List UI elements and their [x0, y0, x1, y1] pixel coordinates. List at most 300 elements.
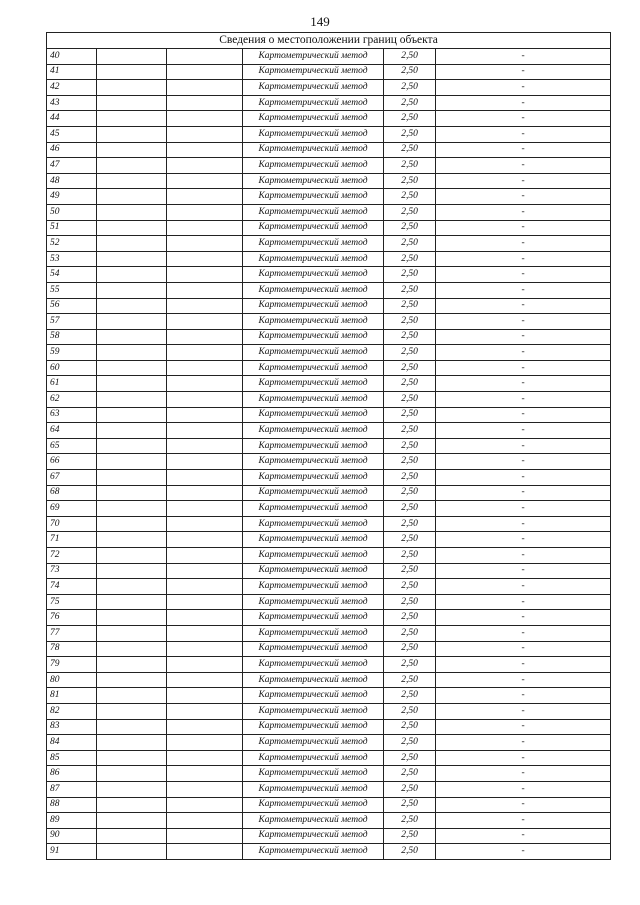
table-row [47, 80, 611, 96]
note-cell: - [436, 438, 611, 454]
y-coordinate-cell [167, 828, 243, 844]
note-cell: - [436, 454, 611, 470]
note-cell: - [436, 657, 611, 673]
accuracy-cell: 2,50 [384, 470, 436, 486]
point-number-cell: 51 [47, 220, 97, 236]
y-coordinate-cell [167, 267, 243, 283]
table-row [47, 49, 611, 65]
note-cell: - [436, 703, 611, 719]
table-row [47, 204, 611, 220]
method-cell: Картометрический метод [243, 516, 384, 532]
accuracy-cell: 2,50 [384, 657, 436, 673]
method-cell: Картометрический метод [243, 438, 384, 454]
x-coordinate-cell [97, 594, 167, 610]
table-row [47, 64, 611, 80]
point-number-cell: 40 [47, 49, 97, 65]
point-number-cell: 76 [47, 610, 97, 626]
note-cell: - [436, 625, 611, 641]
table-row [47, 376, 611, 392]
y-coordinate-cell [167, 594, 243, 610]
y-coordinate-cell [167, 360, 243, 376]
method-cell: Картометрический метод [243, 625, 384, 641]
accuracy-cell: 2,50 [384, 251, 436, 267]
note-cell: - [436, 142, 611, 158]
point-number-cell: 85 [47, 750, 97, 766]
point-number-cell: 87 [47, 781, 97, 797]
point-number-cell: 65 [47, 438, 97, 454]
y-coordinate-cell [167, 423, 243, 439]
method-cell: Картометрический метод [243, 142, 384, 158]
method-cell: Картометрический метод [243, 797, 384, 813]
method-cell: Картометрический метод [243, 329, 384, 345]
accuracy-cell: 2,50 [384, 750, 436, 766]
y-coordinate-cell [167, 220, 243, 236]
table-row [47, 126, 611, 142]
point-number-cell: 83 [47, 719, 97, 735]
accuracy-cell: 2,50 [384, 220, 436, 236]
note-cell: - [436, 392, 611, 408]
y-coordinate-cell [167, 314, 243, 330]
table-row [47, 766, 611, 782]
method-cell: Картометрический метод [243, 703, 384, 719]
x-coordinate-cell [97, 735, 167, 751]
y-coordinate-cell [167, 345, 243, 361]
method-cell: Картометрический метод [243, 126, 384, 142]
note-cell: - [436, 189, 611, 205]
x-coordinate-cell [97, 204, 167, 220]
accuracy-cell: 2,50 [384, 298, 436, 314]
point-number-cell: 57 [47, 314, 97, 330]
note-cell: - [436, 236, 611, 252]
method-cell: Картометрический метод [243, 828, 384, 844]
table-row [47, 173, 611, 189]
point-number-cell: 43 [47, 95, 97, 111]
point-number-cell: 70 [47, 516, 97, 532]
point-number-cell: 58 [47, 329, 97, 345]
note-cell: - [436, 532, 611, 548]
point-number-cell: 44 [47, 111, 97, 127]
accuracy-cell: 2,50 [384, 641, 436, 657]
table-row [47, 220, 611, 236]
x-coordinate-cell [97, 672, 167, 688]
table-row [47, 594, 611, 610]
y-coordinate-cell [167, 407, 243, 423]
point-number-cell: 74 [47, 579, 97, 595]
accuracy-cell: 2,50 [384, 703, 436, 719]
accuracy-cell: 2,50 [384, 548, 436, 564]
note-cell: - [436, 220, 611, 236]
x-coordinate-cell [97, 688, 167, 704]
y-coordinate-cell [167, 548, 243, 564]
x-coordinate-cell [97, 813, 167, 829]
table-row [47, 423, 611, 439]
note-cell: - [436, 719, 611, 735]
method-cell: Картометрический метод [243, 844, 384, 860]
x-coordinate-cell [97, 657, 167, 673]
x-coordinate-cell [97, 298, 167, 314]
accuracy-cell: 2,50 [384, 563, 436, 579]
table-row [47, 688, 611, 704]
table-row [47, 657, 611, 673]
table-row [47, 236, 611, 252]
note-cell: - [436, 360, 611, 376]
method-cell: Картометрический метод [243, 204, 384, 220]
table-row [47, 470, 611, 486]
note-cell: - [436, 95, 611, 111]
table-row [47, 158, 611, 174]
method-cell: Картометрический метод [243, 532, 384, 548]
y-coordinate-cell [167, 298, 243, 314]
y-coordinate-cell [167, 641, 243, 657]
point-number-cell: 56 [47, 298, 97, 314]
point-number-cell: 45 [47, 126, 97, 142]
point-number-cell: 88 [47, 797, 97, 813]
y-coordinate-cell [167, 470, 243, 486]
y-coordinate-cell [167, 392, 243, 408]
note-cell: - [436, 298, 611, 314]
accuracy-cell: 2,50 [384, 516, 436, 532]
table-row [47, 454, 611, 470]
point-number-cell: 68 [47, 485, 97, 501]
note-cell: - [436, 610, 611, 626]
table-row [47, 501, 611, 517]
y-coordinate-cell [167, 501, 243, 517]
x-coordinate-cell [97, 111, 167, 127]
table-row [47, 579, 611, 595]
y-coordinate-cell [167, 329, 243, 345]
y-coordinate-cell [167, 454, 243, 470]
table-row [47, 438, 611, 454]
x-coordinate-cell [97, 49, 167, 65]
table-row [47, 392, 611, 408]
y-coordinate-cell [167, 158, 243, 174]
x-coordinate-cell [97, 766, 167, 782]
note-cell: - [436, 688, 611, 704]
table-row [47, 610, 611, 626]
table-row [47, 360, 611, 376]
note-cell: - [436, 516, 611, 532]
method-cell: Картометрический метод [243, 563, 384, 579]
point-number-cell: 42 [47, 80, 97, 96]
table-body [47, 49, 611, 860]
x-coordinate-cell [97, 282, 167, 298]
x-coordinate-cell [97, 548, 167, 564]
x-coordinate-cell [97, 423, 167, 439]
x-coordinate-cell [97, 142, 167, 158]
y-coordinate-cell [167, 438, 243, 454]
point-number-cell: 46 [47, 142, 97, 158]
point-number-cell: 55 [47, 282, 97, 298]
y-coordinate-cell [167, 766, 243, 782]
x-coordinate-cell [97, 329, 167, 345]
note-cell: - [436, 641, 611, 657]
y-coordinate-cell [167, 485, 243, 501]
note-cell: - [436, 735, 611, 751]
y-coordinate-cell [167, 719, 243, 735]
accuracy-cell: 2,50 [384, 735, 436, 751]
table-row [47, 298, 611, 314]
method-cell: Картометрический метод [243, 485, 384, 501]
x-coordinate-cell [97, 532, 167, 548]
x-coordinate-cell [97, 719, 167, 735]
point-number-cell: 60 [47, 360, 97, 376]
method-cell: Картометрический метод [243, 735, 384, 751]
point-number-cell: 63 [47, 407, 97, 423]
y-coordinate-cell [167, 844, 243, 860]
accuracy-cell: 2,50 [384, 314, 436, 330]
note-cell: - [436, 126, 611, 142]
x-coordinate-cell [97, 407, 167, 423]
x-coordinate-cell [97, 392, 167, 408]
accuracy-cell: 2,50 [384, 345, 436, 361]
note-cell: - [436, 423, 611, 439]
note-cell: - [436, 844, 611, 860]
method-cell: Картометрический метод [243, 750, 384, 766]
accuracy-cell: 2,50 [384, 236, 436, 252]
point-number-cell: 49 [47, 189, 97, 205]
x-coordinate-cell [97, 360, 167, 376]
note-cell: - [436, 470, 611, 486]
point-number-cell: 64 [47, 423, 97, 439]
table-row [47, 485, 611, 501]
method-cell: Картометрический метод [243, 657, 384, 673]
method-cell: Картометрический метод [243, 688, 384, 704]
table-row [47, 314, 611, 330]
table-row [47, 813, 611, 829]
accuracy-cell: 2,50 [384, 532, 436, 548]
y-coordinate-cell [167, 173, 243, 189]
method-cell: Картометрический метод [243, 470, 384, 486]
y-coordinate-cell [167, 813, 243, 829]
note-cell: - [436, 563, 611, 579]
note-cell: - [436, 173, 611, 189]
note-cell: - [436, 813, 611, 829]
x-coordinate-cell [97, 610, 167, 626]
y-coordinate-cell [167, 703, 243, 719]
table-row [47, 781, 611, 797]
table-row [47, 641, 611, 657]
point-number-cell: 66 [47, 454, 97, 470]
method-cell: Картометрический метод [243, 641, 384, 657]
table-row [47, 719, 611, 735]
accuracy-cell: 2,50 [384, 438, 436, 454]
method-cell: Картометрический метод [243, 548, 384, 564]
accuracy-cell: 2,50 [384, 501, 436, 517]
accuracy-cell: 2,50 [384, 142, 436, 158]
point-number-cell: 78 [47, 641, 97, 657]
accuracy-cell: 2,50 [384, 485, 436, 501]
accuracy-cell: 2,50 [384, 688, 436, 704]
y-coordinate-cell [167, 610, 243, 626]
accuracy-cell: 2,50 [384, 813, 436, 829]
y-coordinate-cell [167, 251, 243, 267]
x-coordinate-cell [97, 579, 167, 595]
x-coordinate-cell [97, 126, 167, 142]
x-coordinate-cell [97, 844, 167, 860]
point-number-cell: 69 [47, 501, 97, 517]
point-number-cell: 86 [47, 766, 97, 782]
note-cell: - [436, 828, 611, 844]
note-cell: - [436, 251, 611, 267]
accuracy-cell: 2,50 [384, 625, 436, 641]
y-coordinate-cell [167, 735, 243, 751]
note-cell: - [436, 267, 611, 283]
point-number-cell: 41 [47, 64, 97, 80]
note-cell: - [436, 501, 611, 517]
x-coordinate-cell [97, 703, 167, 719]
accuracy-cell: 2,50 [384, 407, 436, 423]
method-cell: Картометрический метод [243, 610, 384, 626]
method-cell: Картометрический метод [243, 251, 384, 267]
table-row [47, 142, 611, 158]
y-coordinate-cell [167, 797, 243, 813]
y-coordinate-cell [167, 49, 243, 65]
y-coordinate-cell [167, 376, 243, 392]
y-coordinate-cell [167, 781, 243, 797]
table-row [47, 548, 611, 564]
point-number-cell: 73 [47, 563, 97, 579]
accuracy-cell: 2,50 [384, 158, 436, 174]
x-coordinate-cell [97, 376, 167, 392]
point-number-cell: 52 [47, 236, 97, 252]
method-cell: Картометрический метод [243, 298, 384, 314]
table-row [47, 251, 611, 267]
accuracy-cell: 2,50 [384, 49, 436, 65]
note-cell: - [436, 672, 611, 688]
accuracy-cell: 2,50 [384, 454, 436, 470]
table-row [47, 750, 611, 766]
method-cell: Картометрический метод [243, 267, 384, 283]
method-cell: Картометрический метод [243, 501, 384, 517]
method-cell: Картометрический метод [243, 111, 384, 127]
method-cell: Картометрический метод [243, 80, 384, 96]
x-coordinate-cell [97, 797, 167, 813]
point-number-cell: 84 [47, 735, 97, 751]
y-coordinate-cell [167, 563, 243, 579]
table-row [47, 189, 611, 205]
note-cell: - [436, 766, 611, 782]
note-cell: - [436, 781, 611, 797]
x-coordinate-cell [97, 563, 167, 579]
accuracy-cell: 2,50 [384, 828, 436, 844]
method-cell: Картометрический метод [243, 672, 384, 688]
point-number-cell: 79 [47, 657, 97, 673]
y-coordinate-cell [167, 516, 243, 532]
x-coordinate-cell [97, 267, 167, 283]
method-cell: Картометрический метод [243, 189, 384, 205]
point-number-cell: 77 [47, 625, 97, 641]
method-cell: Картометрический метод [243, 173, 384, 189]
table-row [47, 844, 611, 860]
note-cell: - [436, 345, 611, 361]
x-coordinate-cell [97, 781, 167, 797]
y-coordinate-cell [167, 282, 243, 298]
point-number-cell: 59 [47, 345, 97, 361]
note-cell: - [436, 64, 611, 80]
accuracy-cell: 2,50 [384, 594, 436, 610]
x-coordinate-cell [97, 158, 167, 174]
note-cell: - [436, 594, 611, 610]
method-cell: Картометрический метод [243, 719, 384, 735]
point-number-cell: 54 [47, 267, 97, 283]
method-cell: Картометрический метод [243, 360, 384, 376]
point-number-cell: 53 [47, 251, 97, 267]
x-coordinate-cell [97, 189, 167, 205]
note-cell: - [436, 158, 611, 174]
y-coordinate-cell [167, 672, 243, 688]
method-cell: Картометрический метод [243, 423, 384, 439]
accuracy-cell: 2,50 [384, 423, 436, 439]
y-coordinate-cell [167, 579, 243, 595]
accuracy-cell: 2,50 [384, 173, 436, 189]
method-cell: Картометрический метод [243, 220, 384, 236]
note-cell: - [436, 282, 611, 298]
note-cell: - [436, 750, 611, 766]
point-number-cell: 80 [47, 672, 97, 688]
table-row [47, 563, 611, 579]
y-coordinate-cell [167, 204, 243, 220]
accuracy-cell: 2,50 [384, 111, 436, 127]
x-coordinate-cell [97, 454, 167, 470]
x-coordinate-cell [97, 64, 167, 80]
point-number-cell: 75 [47, 594, 97, 610]
point-number-cell: 67 [47, 470, 97, 486]
method-cell: Картометрический метод [243, 454, 384, 470]
note-cell: - [436, 111, 611, 127]
accuracy-cell: 2,50 [384, 766, 436, 782]
accuracy-cell: 2,50 [384, 392, 436, 408]
x-coordinate-cell [97, 625, 167, 641]
y-coordinate-cell [167, 64, 243, 80]
point-number-cell: 50 [47, 204, 97, 220]
table-row [47, 625, 611, 641]
accuracy-cell: 2,50 [384, 95, 436, 111]
accuracy-cell: 2,50 [384, 579, 436, 595]
point-number-cell: 61 [47, 376, 97, 392]
page-number: 149 [310, 14, 330, 29]
accuracy-cell: 2,50 [384, 719, 436, 735]
x-coordinate-cell [97, 485, 167, 501]
x-coordinate-cell [97, 438, 167, 454]
table-row [47, 345, 611, 361]
point-number-cell: 89 [47, 813, 97, 829]
method-cell: Картометрический метод [243, 95, 384, 111]
method-cell: Картометрический метод [243, 781, 384, 797]
x-coordinate-cell [97, 95, 167, 111]
table-row [47, 703, 611, 719]
y-coordinate-cell [167, 236, 243, 252]
y-coordinate-cell [167, 142, 243, 158]
method-cell: Картометрический метод [243, 64, 384, 80]
table-row [47, 282, 611, 298]
y-coordinate-cell [167, 688, 243, 704]
x-coordinate-cell [97, 501, 167, 517]
table-row [47, 828, 611, 844]
method-cell: Картометрический метод [243, 594, 384, 610]
note-cell: - [436, 485, 611, 501]
table-row [47, 95, 611, 111]
table-row [47, 797, 611, 813]
accuracy-cell: 2,50 [384, 80, 436, 96]
x-coordinate-cell [97, 80, 167, 96]
accuracy-cell: 2,50 [384, 360, 436, 376]
point-number-cell: 47 [47, 158, 97, 174]
accuracy-cell: 2,50 [384, 610, 436, 626]
point-number-cell: 81 [47, 688, 97, 704]
x-coordinate-cell [97, 220, 167, 236]
y-coordinate-cell [167, 189, 243, 205]
note-cell: - [436, 579, 611, 595]
